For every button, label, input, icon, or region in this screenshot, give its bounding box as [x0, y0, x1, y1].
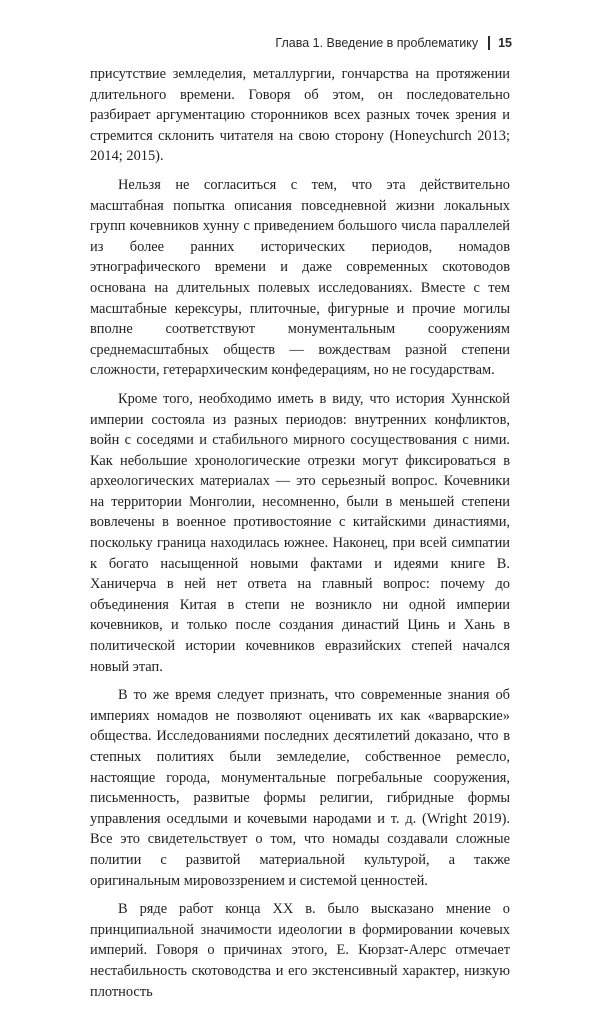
running-header	[275, 36, 512, 50]
header-divider	[488, 36, 490, 50]
paragraph-1: присутствие земледелия, металлургии, гончарства на протяжении длительного времени. Говоря об этом, он последовательно разбирает аргументацию сторонников всех разных точек зрения и стремится склонить читателя на свою сторону (Honeychurch 2013; 2014; 2015).	[90, 66, 510, 165]
paragraph-3: Кроме того, необходимо иметь в виду, что история Хуннской империи состояла из разных периодов: внутренних конфликтов, войн с соседями и стабильного мирного сосуществования с ними. Как небольшие хронологические отрезки могут фиксироваться в археологических материалах — это серьезный вопрос. Кочевники на территории Монголии, несомненно, были в меньшей степени вовлечены в военное противостояние с китайскими династиями, поскольку граница находилась южнее. Наконец, при всей симпатии к богато насыщенной новыми фактами и идеями книге В. Ханичерча в ней нет ответа на главный вопрос: почему до объединения Китая в степи не возникло ни одной империи кочевников, и только после создания династий Цинь и Хань в политической истории кочевников евразийских степей начался новый этап.	[90, 390, 510, 675]
page-number: 15	[498, 36, 512, 50]
paragraph-4: В то же время следует признать, что современные знания об империях номадов не позволяют оценивать их как «варварские» общества. Исследованиями последних десятилетий доказано, что в степных политиях были земледелие, собственное ремесло, настоящие города, монументальные погребальные сооружения, письменность, развитые формы религии, гибридные формы управления оседлыми и кочевыми народами и т. д. (Wright 2019). Все это свидетельствует о том, что номады создавали сложные политии с развитой материальной культурой, а также оригинальным мировоззрением и системой ценностей.	[90, 687, 510, 889]
paragraph-2: Нельзя не согласиться с тем, что эта действительно масштабная попытка описания повседневной жизни локальных групп кочевников хунну с приведением большого числа параллелей из более ранних исторических периодов, номадов этнографического времени и даже современных скотоводов основана на длительных полевых исследованиях. Вместе с тем масштабные керексуры, плиточные, фигурные и прочие могилы вполне соответствуют монументальным сооружениям среднемасштабных обществ — вождествам разной степени сложности, гетерархическим конфедерациям, но не государствам.	[90, 176, 510, 379]
body-text	[90, 64, 510, 1010]
paragraph-5: В ряде работ конца XX в. было высказано мнение о принципиальной значимости идеологии в формировании кочевых империй. Говоря о причинах этого, Е. Кюрзат-Алерс отмечает нестабильность скотоводства и его экстенсивный характер, низкую плотность	[90, 901, 510, 1000]
chapter-title: Глава 1. Введение в проблематику	[275, 36, 479, 50]
